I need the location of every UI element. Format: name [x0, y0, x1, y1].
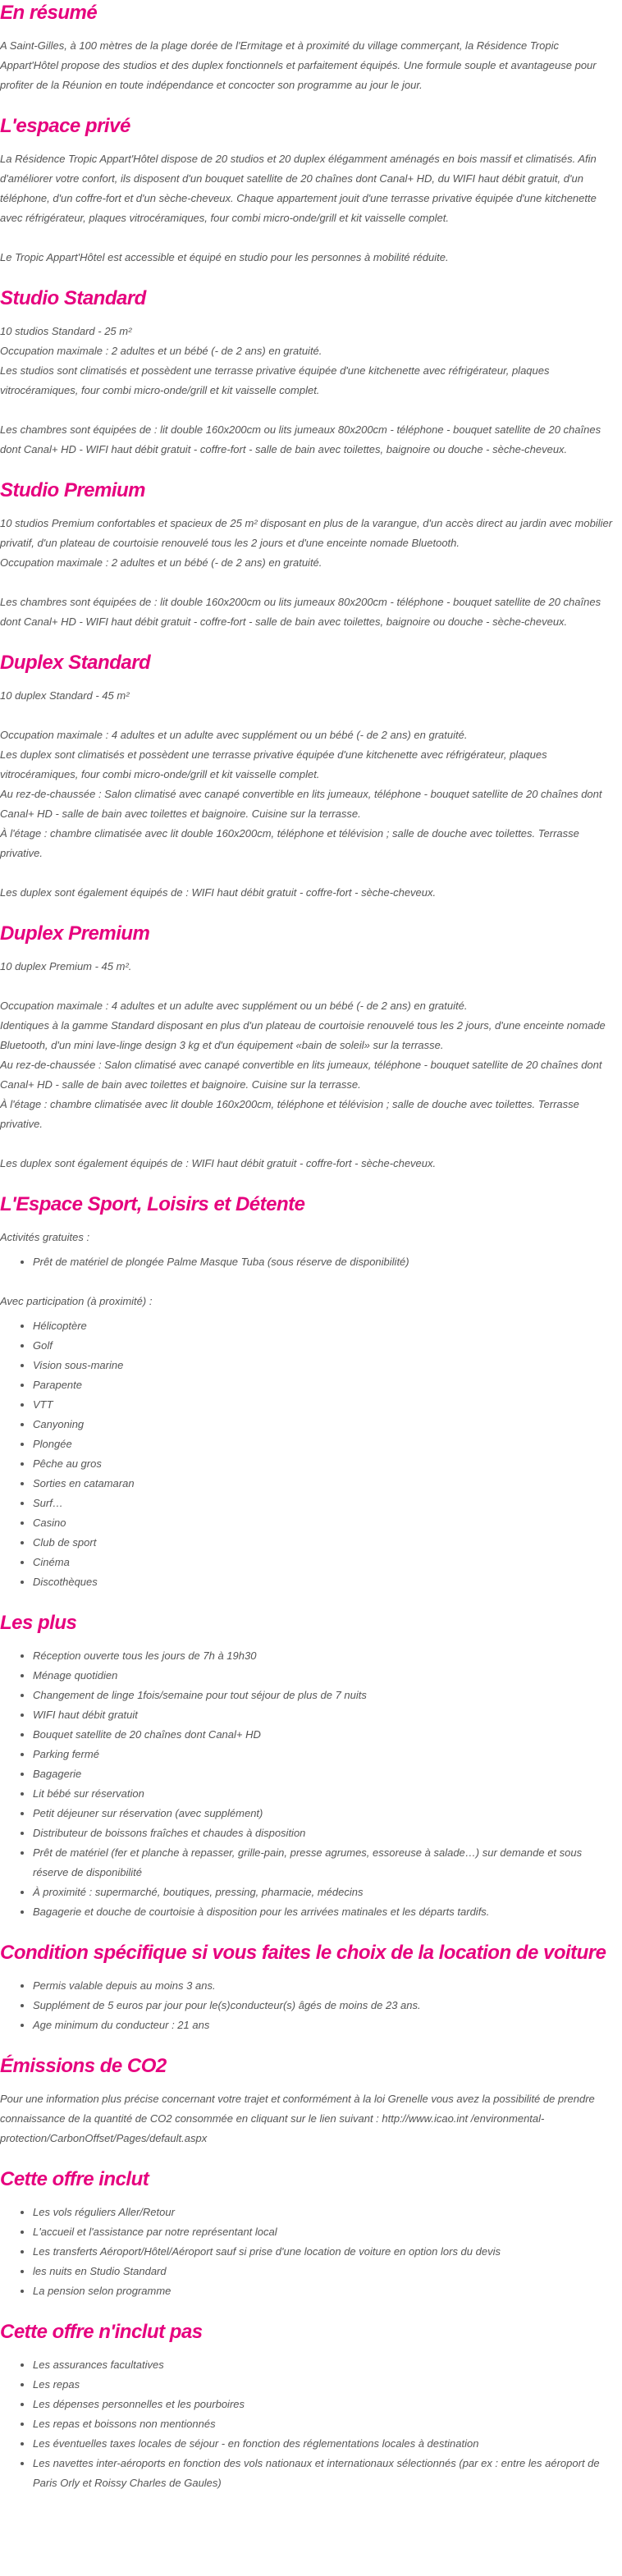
list-item: • Age minimum du conducteur : 21 ans: [33, 2016, 615, 2035]
list-item: • Canyoning: [33, 1415, 615, 1434]
list-item: • Changement de linge 1fois/semaine pour tout séjour de plus de 7 nuits: [33, 1686, 615, 1705]
paid-activities-label: Avec participation (à proximité) :: [0, 1295, 153, 1307]
accessibility-text: Le Tropic Appart'Hôtel est accessible et équipé en studio pour les personnes à mobilité réduite.: [0, 251, 449, 263]
list-item: • Parapente: [33, 1375, 615, 1395]
list-item: • les nuits en Studio Standard: [33, 2262, 615, 2281]
list-item: • Les vols réguliers Aller/Retour: [33, 2203, 615, 2222]
section-title-resume: En résumé: [0, 2, 98, 24]
list-item: • Supplément de 5 euros par jour pour le(s)conducteur(s) âgés de moins de 23 ans.: [33, 1996, 615, 2016]
list-item: • Club de sport: [33, 1533, 615, 1553]
car-rental-conditions-list: [0, 1976, 615, 2035]
included-list: [0, 2203, 615, 2301]
duplex-standard-extras: Les duplex sont également équipés de : WIFI haut débit gratuit - coffre-fort - sèche-cheveux.: [0, 886, 437, 899]
duplex-premium-description: Identiques à la gamme Standard disposant en plus d'un plateau de courtoisie renouvelé tous les 2 jours, d'une enceinte nomade Bluetooth, d'un mini lave-linge design 3 kg et d'un équipement «bain de soleil» sur la terrasse.: [0, 1019, 606, 1051]
duplex-premium-size: 10 duplex Premium - 45 m².: [0, 960, 132, 972]
free-activities-label: Activités gratuites :: [0, 1231, 90, 1243]
resume-text: A Saint-Gilles, à 100 mètres de la plage dorée de l'Ermitage et à proximité du village commerçant, la Résidence Tropic Appart'Hôtel propose des studios et des duplex fonctionnels et parfaitement équipés. Une formule souple et avantageuse pour profiter de la Réunion en toute indépendance et concocter son programme au jour le jour.: [0, 39, 597, 91]
duplex-standard-size: 10 duplex Standard - 45 m²: [0, 689, 130, 702]
list-item: • À proximité : supermarché, boutiques, pressing, pharmacie, médecins: [33, 1883, 615, 1902]
list-item: • Les éventuelles taxes locales de séjour - en fonction des réglementations locales à destination: [33, 2434, 615, 2454]
list-item: • La pension selon programme: [33, 2281, 615, 2301]
section-title-studio-premium: Studio Premium: [0, 479, 146, 501]
list-item: • Les repas: [33, 2375, 615, 2395]
studio-premium-description: 10 studios Premium confortables et spacieux de 25 m² disposant en plus de la varangue, d'un accès direct au jardin avec mobilier privatif, d'un plateau de courtoisie renouvelé tous les 2 jours et d'une enceinte nomade Bluetooth.: [0, 517, 613, 549]
list-item: • Surf…: [33, 1494, 615, 1513]
list-item: • Prêt de matériel (fer et planche à repasser, grille-pain, presse agrumes, essoreuse à salade…) sur demande et sous réserve de disponibilité: [33, 1843, 615, 1883]
studio-premium-rooms: Les chambres sont équipées de : lit double 160x200cm ou lits jumeaux 80x200cm - téléphone - bouquet satellite de 20 chaînes dont Canal+ HD - WIFI haut débit gratuit - coffre-fort - salle de bain avec toilettes, baignoire ou douche - sèche-cheveux.: [0, 596, 601, 628]
list-item: • Bouquet satellite de 20 chaînes dont Canal+ HD: [33, 1725, 615, 1745]
duplex-premium-occupancy: Occupation maximale : 4 adultes et un adulte avec supplément ou un bébé (- de 2 ans) en gratuité.: [0, 1000, 468, 1012]
duplex-standard-details: [0, 725, 615, 863]
list-item: • Golf: [33, 1336, 615, 1356]
list-item: • Réception ouverte tous les jours de 7h à 19h30: [33, 1646, 615, 1666]
list-item: • Bagagerie: [33, 1764, 615, 1784]
list-item: • Ménage quotidien: [33, 1666, 615, 1686]
studio-standard-details: [0, 322, 615, 400]
list-item: • Casino: [33, 1513, 615, 1533]
list-item: • VTT: [33, 1395, 615, 1415]
free-activities-list: [0, 1252, 615, 1272]
espace-prive-text: La Résidence Tropic Appart'Hôtel dispose de 20 studios et 20 duplex élégamment aménagés en bois massif et climatisés. Afin d'améliorer votre confort, ils disposent d'un bouquet satellite de 20 chaînes dont Canal+ HD, du WIFI haut débit gratuit, d'un téléphone, d'un coffre-fort et d'un sèche-cheveux. Chaque appartement jouit d'une terrasse privative équipée d'une kitchenette avec réfrigérateur, plaques vitrocéramiques, four combi micro-onde/grill et kit vaisselle complet.: [0, 153, 597, 224]
list-item: • Distributeur de boissons fraîches et chaudes à disposition: [33, 1823, 615, 1843]
studio-standard-occupancy: Occupation maximale : 2 adultes et un bébé (- de 2 ans) en gratuité.: [0, 345, 322, 357]
section-title-sport: L'Espace Sport, Loisirs et Détente: [0, 1193, 305, 1215]
section-title-les-plus: Les plus: [0, 1612, 77, 1634]
co2-text: Pour une information plus précise concernant votre trajet et conformément à la loi Grenelle vous avez la possibilité de prendre connaissance de la quantité de CO2 consommée en cliquant sur le lien suivant : http://www.icao.int /environmental-protection/CarbonOffset/Pages/default.aspx: [0, 2093, 595, 2144]
list-item: • Les navettes inter-aéroports en fonction des vols nationaux et internationaux sélectionnés (par ex : entre les aéroport de Paris Orly et Roissy Charles de Gaules): [33, 2454, 615, 2493]
list-item: • Les transferts Aéroport/Hôtel/Aéroport sauf si prise d'une location de voiture en option lors du devis: [33, 2242, 615, 2262]
section-title-duplex-standard: Duplex Standard: [0, 652, 151, 674]
duplex-standard-occupancy: Occupation maximale : 4 adultes et un adulte avec supplément ou un bébé (- de 2 ans) en gratuité.: [0, 729, 468, 741]
list-item: • Permis valable depuis au moins 3 ans.: [33, 1976, 615, 1996]
list-item: • Lit bébé sur réservation: [33, 1784, 615, 1804]
list-item: • Discothèques: [33, 1572, 615, 1592]
list-item: • Sorties en catamaran: [33, 1474, 615, 1494]
list-item: • L'accueil et l'assistance par notre représentant local: [33, 2222, 615, 2242]
studio-standard-rooms: Les chambres sont équipées de : lit double 160x200cm ou lits jumeaux 80x200cm - téléphone - bouquet satellite de 20 chaînes dont Canal+ HD - WIFI haut débit gratuit - coffre-fort - salle de bain avec toilettes, baignoire ou douche - sèche-cheveux.: [0, 423, 601, 455]
section-title-co2: Émissions de CO2: [0, 2055, 167, 2077]
duplex-standard-ground-floor: Au rez-de-chaussée : Salon climatisé avec canapé convertible en lits jumeaux, téléphone - bouquet satellite de 20 chaînes dont Canal+ HD - salle de bain avec toilettes et baignoire. Cuisine sur la terrasse.: [0, 788, 602, 820]
duplex-standard-upper-floor: À l'étage : chambre climatisée avec lit double 160x200cm, téléphone et télévision ; salle de douche avec toilettes. Terrasse privative.: [0, 827, 579, 859]
section-title-included: Cette offre inclut: [0, 2168, 149, 2190]
list-item: • Hélicoptère: [33, 1316, 615, 1336]
duplex-premium-ground-floor: Au rez-de-chaussée : Salon climatisé avec canapé convertible en lits jumeaux, téléphone - bouquet satellite de 20 chaînes dont Canal+ HD - salle de bain avec toilettes et baignoire. Cuisine sur la terrasse.: [0, 1059, 602, 1091]
list-item: • Bagagerie et douche de courtoisie à disposition pour les arrivées matinales et les départs tardifs.: [33, 1902, 615, 1922]
section-title-duplex-premium: Duplex Premium: [0, 922, 150, 945]
list-item: • Petit déjeuner sur réservation (avec supplément): [33, 1804, 615, 1823]
duplex-premium-extras: Les duplex sont également équipés de : WIFI haut débit gratuit - coffre-fort - sèche-cheveux.: [0, 1157, 437, 1169]
studio-standard-equipment: Les studios sont climatisés et possèdent une terrasse privative équipée d'une kitchenette avec réfrigérateur, plaques vitrocéramiques, four combi micro-onde/grill et kit vaisselle complet.: [0, 364, 550, 396]
section-title-studio-standard: Studio Standard: [0, 287, 146, 309]
duplex-premium-upper-floor: À l'étage : chambre climatisée avec lit double 160x200cm, téléphone et télévision ; salle de douche avec toilettes. Terrasse privative.: [0, 1098, 579, 1130]
duplex-premium-details: [0, 996, 615, 1134]
section-title-not-included: Cette offre n'inclut pas: [0, 2321, 203, 2343]
list-item: • Les dépenses personnelles et les pourboires: [33, 2395, 615, 2414]
list-item: • Pêche au gros: [33, 1454, 615, 1474]
list-item: • Prêt de matériel de plongée Palme Masque Tuba (sous réserve de disponibilité): [33, 1252, 615, 1272]
list-item: • Les repas et boissons non mentionnés: [33, 2414, 615, 2434]
list-item: • Les assurances facultatives: [33, 2355, 615, 2375]
list-item: • WIFI haut débit gratuit: [33, 1705, 615, 1725]
list-item: • Plongée: [33, 1434, 615, 1454]
not-included-list: [0, 2355, 615, 2493]
studio-standard-size: 10 studios Standard - 25 m²: [0, 325, 132, 337]
section-title-car-rental: Condition spécifique si vous faites le choix de la location de voiture: [0, 1942, 606, 1964]
list-item: • Vision sous-marine: [33, 1356, 615, 1375]
studio-premium-occupancy: Occupation maximale : 2 adultes et un bébé (- de 2 ans) en gratuité.: [0, 556, 322, 569]
paid-activities-list: [0, 1316, 615, 1592]
duplex-standard-equipment: Les duplex sont climatisés et possèdent une terrasse privative équipée d'une kitchenette avec réfrigérateur, plaques vitrocéramiques, four combi micro-onde/grill et kit vaisselle complet.: [0, 748, 547, 780]
les-plus-list: [0, 1646, 615, 1922]
list-item: • Cinéma: [33, 1553, 615, 1572]
section-title-espace-prive: L'espace privé: [0, 115, 130, 137]
list-item: • Parking fermé: [33, 1745, 615, 1764]
studio-premium-details: [0, 514, 615, 573]
